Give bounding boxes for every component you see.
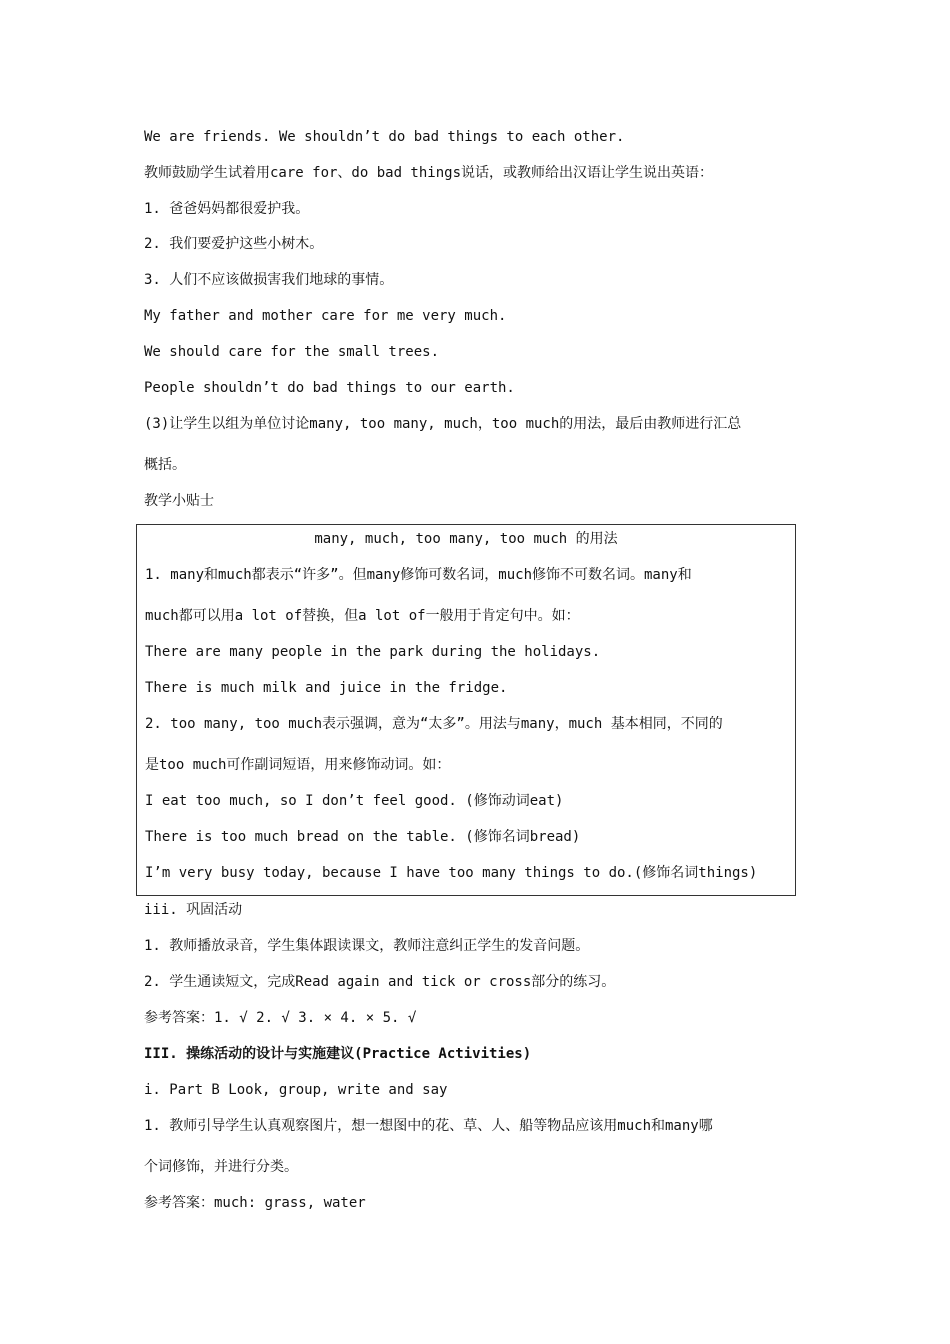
- text-line-english-3: People shouldn’t do bad things to our earth.: [144, 380, 515, 396]
- text-line-practice-1-cont: 个词修饰，并进行分类。: [144, 1159, 298, 1175]
- teaching-tip-box: [136, 524, 796, 896]
- tip-line-example-3: I eat too much, so I don’t feel good. (修饰动词eat): [145, 793, 564, 809]
- text-line-practice-1: 1. 教师引导学生认真观察图片，想一想图中的花、草、人、船等物品应该用much和many哪: [144, 1118, 713, 1134]
- text-line-english-2: We should care for the small trees.: [144, 344, 440, 360]
- text-line-answer-key-1: 参考答案：1. √ 2. √ 3. × 4. × 5. √: [144, 1010, 417, 1026]
- section-practice-heading: III. 操练活动的设计与实施建议(Practice Activities): [144, 1046, 532, 1062]
- text-line-part-b: i. Part B Look, group, write and say: [144, 1082, 448, 1098]
- tip-line-rule-1: 1. many和much都表示“许多”。但many修饰可数名词，much修饰不可数名词。many和: [145, 567, 692, 583]
- tip-line-example-4: There is too much bread on the table. (修饰名词bread): [145, 829, 581, 845]
- text-line-group-discussion: (3)让学生以组为单位讨论many, too many, much，too much的用法，最后由教师进行汇总: [144, 416, 742, 432]
- text-line-chinese-2: 2. 我们要爱护这些小树木。: [144, 236, 324, 252]
- teaching-tips-heading: 教学小贴士: [144, 493, 214, 509]
- tip-line-rule-2-cont: 是too much可作副词短语，用来修饰动词。如：: [145, 757, 451, 773]
- text-line-chinese-3: 3. 人们不应该做损害我们地球的事情。: [144, 272, 394, 288]
- tip-line-rule-1-cont: much都可以用a lot of替换，但a lot of一般用于肯定句中。如：: [145, 608, 580, 624]
- tip-line-example-1: There are many people in the park during the holidays.: [145, 644, 601, 660]
- text-line-answer-key-2: 参考答案：much: grass, water: [144, 1195, 366, 1211]
- section-consolidation-heading: iii. 巩固活动: [144, 902, 243, 918]
- text-line-summary: 概括。: [144, 457, 186, 473]
- text-line-consolidation-2: 2. 学生通读短文，完成Read again and tick or cross部分的练习。: [144, 974, 616, 990]
- tip-line-rule-2: 2. too many, too much表示强调，意为“太多”。用法与many，much 基本相同，不同的: [145, 716, 723, 732]
- text-line-teacher-instruction: 教师鼓励学生试着用care for、do bad things说话，或教师给出汉语让学生说出英语：: [144, 165, 714, 181]
- tip-box-title: many, much, too many, too much 的用法: [314, 531, 618, 547]
- text-line-example-friends: We are friends. We shouldn’t do bad things to each other.: [144, 129, 625, 145]
- text-line-chinese-1: 1. 爸爸妈妈都很爱护我。: [144, 201, 310, 217]
- text-line-consolidation-1: 1. 教师播放录音，学生集体跟读课文，教师注意纠正学生的发音问题。: [144, 938, 590, 954]
- tip-line-example-5: I’m very busy today, because I have too many things to do.(修饰名词things): [145, 865, 758, 881]
- tip-line-example-2: There is much milk and juice in the fridge.: [145, 680, 508, 696]
- text-line-english-1: My father and mother care for me very much.: [144, 308, 507, 324]
